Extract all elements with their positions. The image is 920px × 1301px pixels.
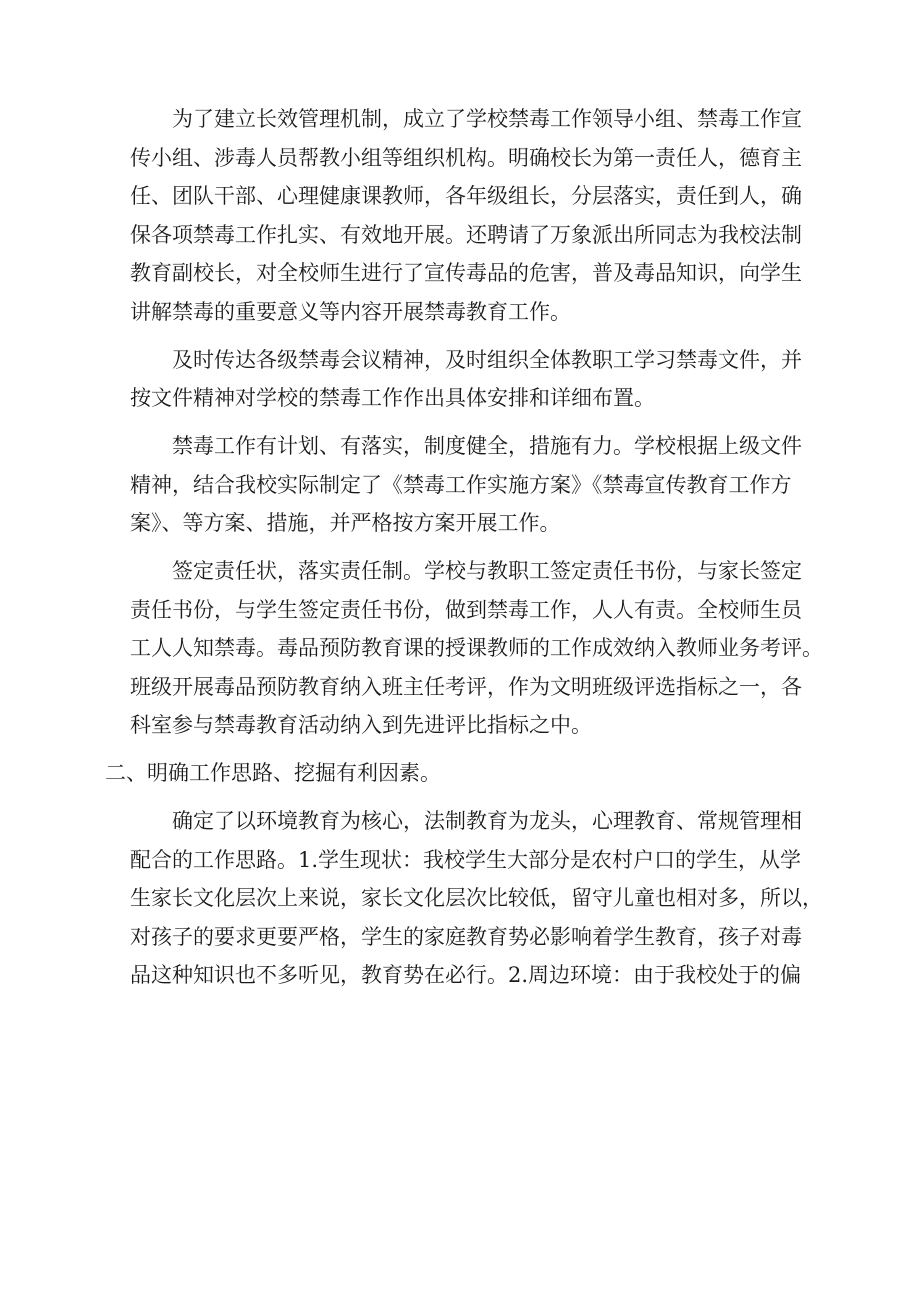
text-line: 对孩子的要求更要严格，学生的家庭教育势必影响着学生教育，孩子对毒 — [130, 924, 802, 949]
text-line: 传小组、涉毒人员帮教小组等组织机构。明确校长为第一责任人，德育主 — [130, 145, 802, 170]
text-line: 讲解禁毒的重要意义等内容开展禁毒教育工作。 — [130, 299, 571, 324]
text-line: 科室参与禁毒教育活动纳入到先进评比指标之中。 — [130, 713, 592, 737]
text-line: 签定责任状，落实责任制。学校与教职工签定责任书份，与家长签定 — [172, 559, 802, 583]
paragraph-work-plan — [130, 427, 802, 543]
text-line: 生家长文化层次上来说，家长文化层次比较低，留守儿童也相对多，所以， — [130, 886, 823, 910]
text-line: 禁毒工作有计划、有落实，制度健全，措施有力。学校根据上级文件 — [172, 434, 802, 458]
text-line: 为了建立长效管理机制，成立了学校禁毒工作领导小组、禁毒工作宣 — [172, 107, 802, 131]
text-line: 工人人知禁毒。毒品预防教育课的授课教师的工作成效纳入教师业务考评。 — [130, 636, 823, 660]
document-body — [105, 100, 823, 1004]
heading-text: 二、明确工作思路、挖掘有利因素。 — [105, 761, 441, 785]
paragraph-work-ideas — [130, 802, 823, 995]
text-line: 保各项禁毒工作扎实、有效地开展。还聘请了万象派出所同志为我校法制 — [130, 222, 802, 247]
text-line: 责任书份，与学生签定责任书份，做到禁毒工作，人人有责。全校师生员 — [130, 597, 802, 622]
text-line: 任、团队干部、心理健康课教师，各年级组长，分层落实，责任到人，确 — [130, 184, 802, 208]
text-line: 教育副校长，对全校师生进行了宣传毒品的危害，普及毒品知识，向学生 — [130, 261, 802, 285]
paragraph-responsibility — [130, 552, 823, 745]
text-line: 按文件精神对学校的禁毒工作作出具体安排和详细布置。 — [130, 386, 655, 410]
text-line: 精神，结合我校实际制定了《禁毒工作实施方案》《禁毒宣传教育工作方 — [130, 472, 792, 497]
text-line: 品这种知识也不多听见，教育势在必行。2.周边环境：由于我校处于的偏 — [130, 963, 802, 987]
text-line: 案》、等方案、措施，并严格按方案开展工作。 — [130, 511, 561, 535]
text-line: 配合的工作思路。1.学生现状：我校学生大部分是农村户口的学生，从学 — [130, 847, 802, 872]
text-line: 确定了以环境教育为核心，法制教育为龙头，心理教育、常规管理相 — [172, 809, 802, 833]
text-line: 及时传达各级禁毒会议精神，及时组织全体教职工学习禁毒文件，并 — [172, 347, 802, 372]
section-heading — [105, 754, 780, 793]
paragraph-meeting-spirit — [130, 341, 802, 418]
paragraph-leadership-groups — [130, 100, 802, 331]
text-line: 班级开展毒品预防教育纳入班主任考评，作为文明班级评选指标之一，各 — [130, 674, 802, 699]
